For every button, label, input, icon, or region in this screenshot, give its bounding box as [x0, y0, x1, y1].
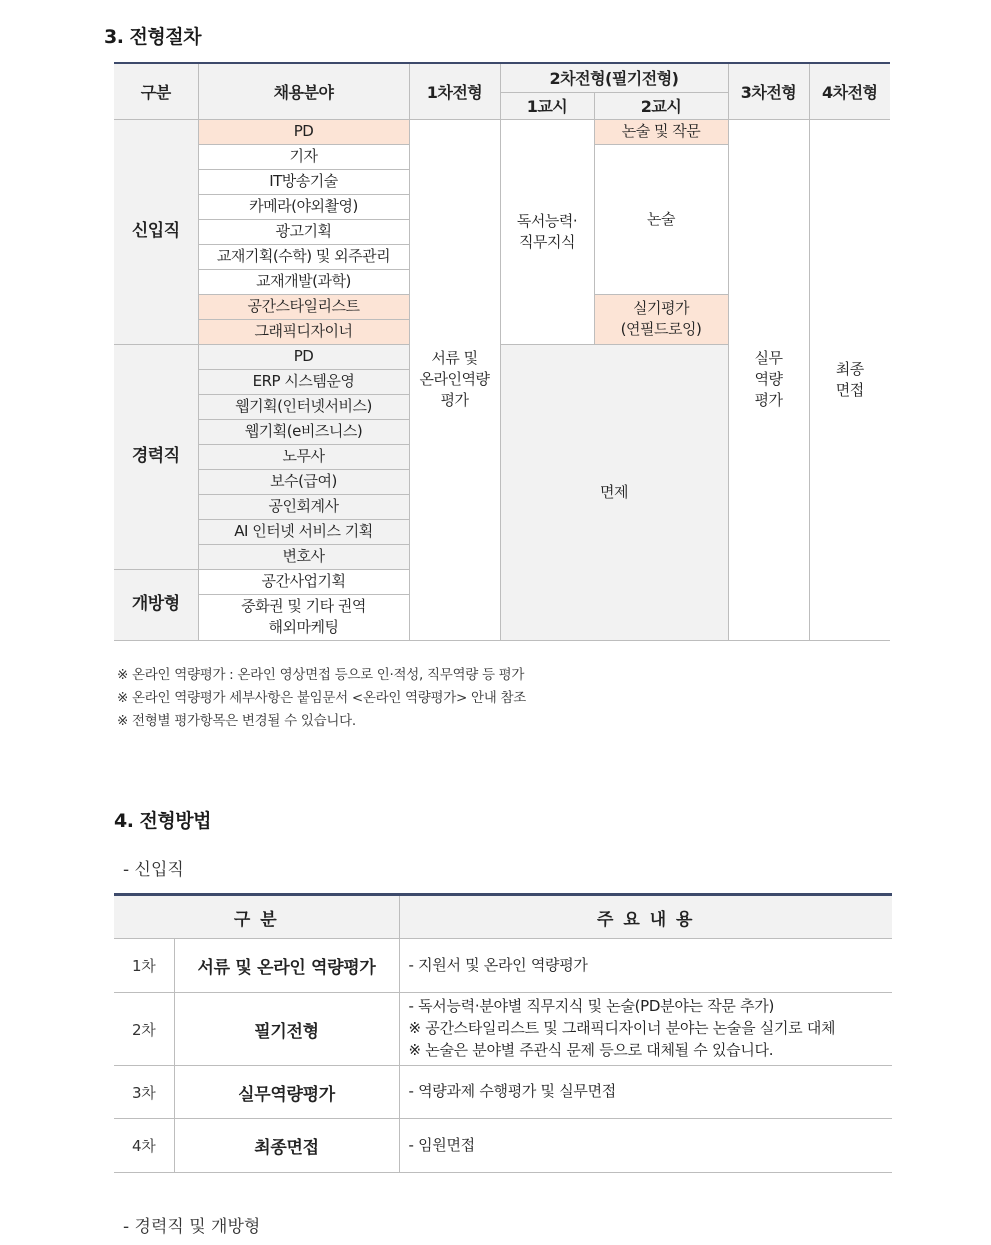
method-name: 최종면접	[174, 1119, 399, 1173]
header-period1: 1교시	[500, 92, 594, 119]
field-career-5: 보수(급여)	[198, 469, 409, 494]
header-category: 구분	[114, 63, 198, 119]
field-career-8: 변호사	[198, 544, 409, 569]
period2-pd-cell: 논술 및 작문	[594, 119, 728, 144]
field-career-2: 웹기획(인터넷서비스)	[198, 394, 409, 419]
field-new-5: 교재기획(수학) 및 외주관리	[198, 244, 409, 269]
field-new-3: 카메라(야외촬영)	[198, 194, 409, 219]
field-new-8: 그래픽디자이너	[198, 319, 409, 344]
field-new-7: 공간스타일리스트	[198, 294, 409, 319]
method-name: 서류 및 온라인 역량평가	[174, 939, 399, 993]
period2-essay-cell: 논술	[594, 144, 728, 294]
method-name: 필기전형	[174, 993, 399, 1066]
note-1: ※ 온라인 역량평가 세부사항은 붙임문서 <온라인 역량평가> 안내 참조	[117, 690, 526, 706]
field-open-0: 공간사업기획	[198, 569, 409, 594]
header-stage4: 4차전형	[809, 63, 890, 119]
field-career-4: 노무사	[198, 444, 409, 469]
method-header-category: 구 분	[114, 895, 399, 939]
section3-title: 3. 전형절차	[104, 26, 201, 48]
group-open: 개방형	[114, 569, 198, 640]
exempt-cell: 면제	[500, 344, 728, 640]
method-header-content: 주 요 내 용	[399, 895, 892, 939]
field-new-4: 광고기획	[198, 219, 409, 244]
method-stage: 1차	[114, 939, 174, 993]
subtitle-career: - 경력직 및 개방형	[123, 1217, 261, 1237]
note-2: ※ 전형별 평가항목은 변경될 수 있습니다.	[117, 713, 356, 729]
header-stage1: 1차전형	[409, 63, 500, 119]
field-career-0: PD	[198, 344, 409, 369]
header-stage3: 3차전형	[728, 63, 809, 119]
header-stage2: 2차전형(필기전형)	[500, 63, 728, 92]
method-stage: 3차	[114, 1066, 174, 1119]
header-period2: 2교시	[594, 92, 728, 119]
process-table	[114, 62, 890, 641]
method-content: - 독서능력·분야별 직무지식 및 논술(PD분야는 작문 추가) ※ 공간스타일리스트 및 그래픽디자이너 분야는 논술을 실기로 대체 ※ 논술은 분야별 주관식 문제 등으로 대체될 수 있습니다.	[399, 993, 892, 1066]
group-career: 경력직	[114, 344, 198, 569]
method-stage: 4차	[114, 1119, 174, 1173]
field-new-6: 교재개발(과학)	[198, 269, 409, 294]
method-table	[114, 893, 892, 1173]
section4-title: 4. 전형방법	[114, 810, 211, 832]
group-new: 신입직	[114, 119, 198, 344]
note-0: ※ 온라인 역량평가 : 온라인 영상면접 등으로 인·적성, 직무역량 등 평가	[117, 667, 525, 683]
field-career-6: 공인회계사	[198, 494, 409, 519]
subtitle-new: - 신입직	[123, 860, 184, 880]
method-content: - 역량과제 수행평가 및 실무면접	[399, 1066, 892, 1119]
notes	[117, 664, 526, 733]
field-career-7: AI 인터넷 서비스 기획	[198, 519, 409, 544]
field-open-1: 중화권 및 기타 권역 해외마케팅	[198, 594, 409, 640]
method-stage: 2차	[114, 993, 174, 1066]
field-new-1: 기자	[198, 144, 409, 169]
method-content: - 임원면접	[399, 1119, 892, 1173]
stage1-cell: 서류 및 온라인역량 평가	[409, 119, 500, 640]
field-new-2: IT방송기술	[198, 169, 409, 194]
method-name: 실무역량평가	[174, 1066, 399, 1119]
method-content: - 지원서 및 온라인 역량평가	[399, 939, 892, 993]
field-career-1: ERP 시스템운영	[198, 369, 409, 394]
period2-practical-cell: 실기평가 (연필드로잉)	[594, 294, 728, 344]
field-new-0: PD	[198, 119, 409, 144]
stage4-cell: 최종 면접	[809, 119, 890, 640]
stage3-cell: 실무 역량 평가	[728, 119, 809, 640]
period1-cell: 독서능력· 직무지식	[500, 119, 594, 344]
header-field: 채용분야	[198, 63, 409, 119]
field-career-3: 웹기획(e비즈니스)	[198, 419, 409, 444]
